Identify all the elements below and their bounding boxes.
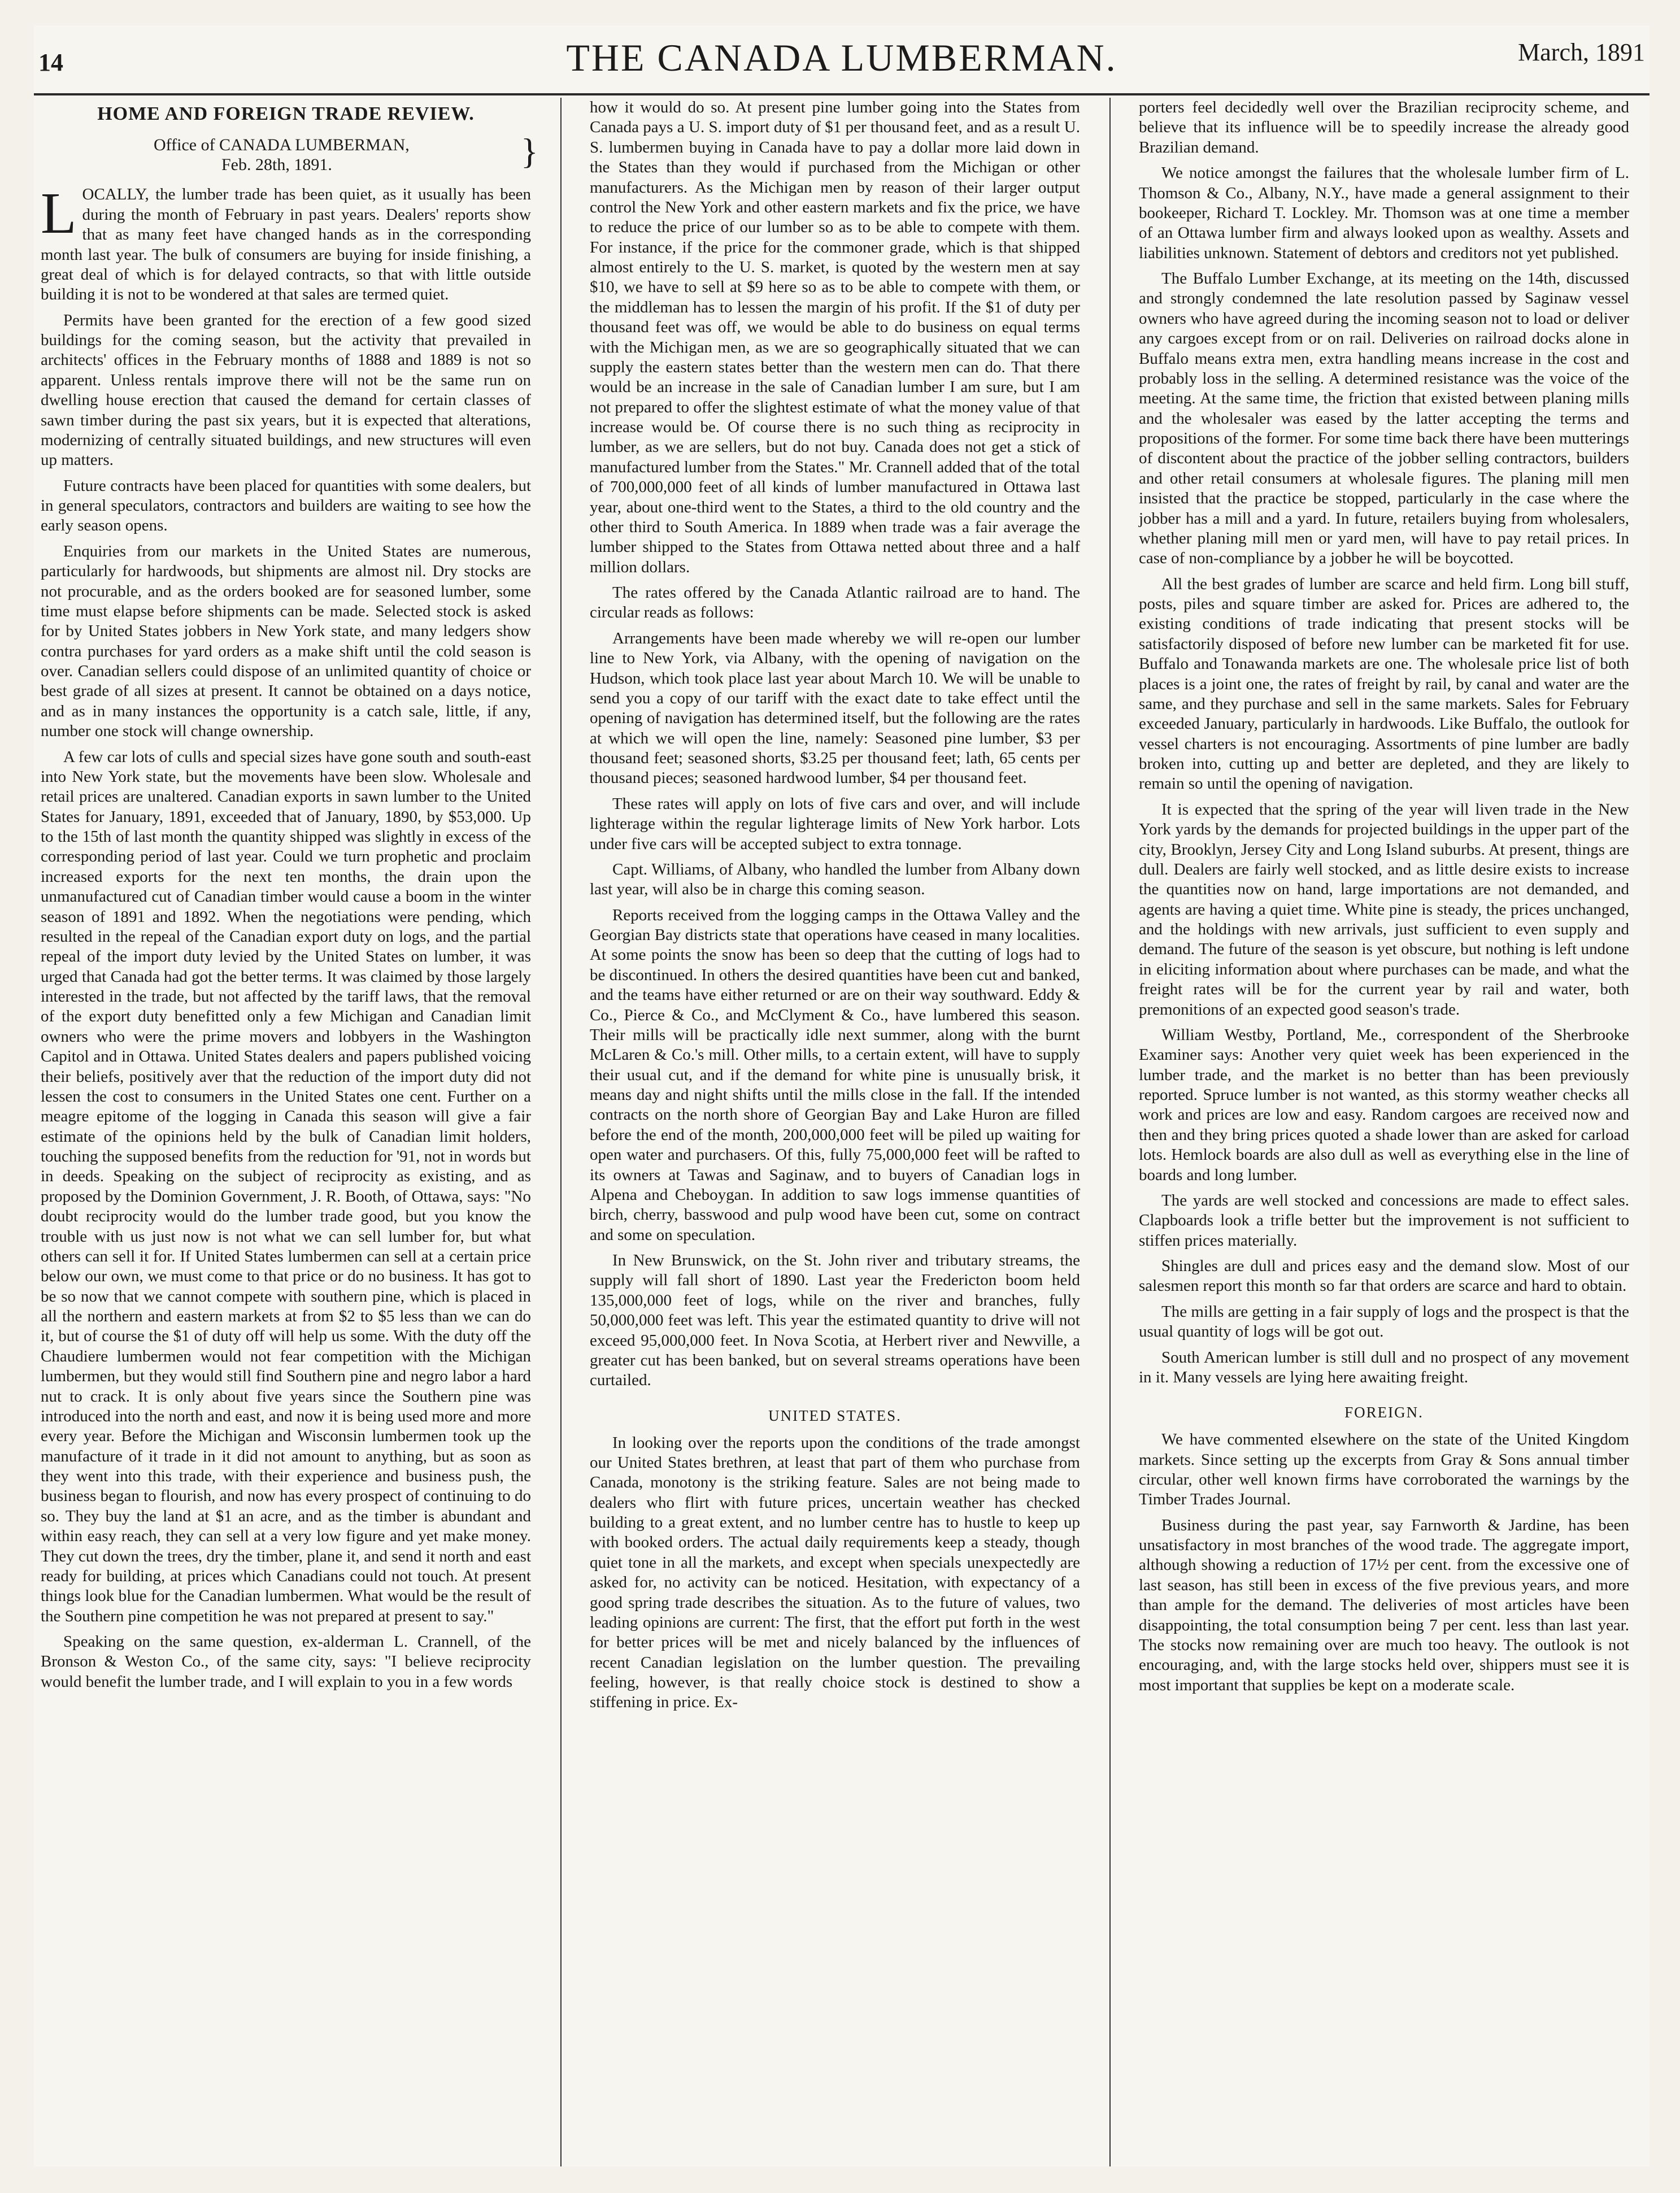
column-divider	[1109, 98, 1111, 2166]
column-2	[583, 98, 1087, 2166]
paragraph: The rates offered by the Canada Atlantic railroad are to hand. The circular reads as follows:	[590, 584, 1080, 622]
paragraph: South American lumber is still dull and no prospect of any movement in it. Many vessels are lying here awaiting freight.	[1139, 1348, 1629, 1386]
paragraph: how it would do so. At present pine lumber going into the States from Canada pays a U. S. import duty of $1 per thousand feet, and as a result U. S. lumbermen buying in Canada have to pay a dollar more laid down in the States than they would if purchased from the Michigan or other manufacturers. As the Michigan men by reason of their larger output control the New York and other eastern markets and fix the price, we have to reduce the price of our lumber so as to be able to compete with them. For instance, if the price for the commoner grade, which is that shipped almost entirely to the U. S. market, is quoted by the western men at say $10, we have to sell at $9 here so as to be able to compete with them, or the middleman has to lessen the margin of his profit. If the $1 of duty per thousand feet was off, we would be able to do business on equal terms with the Michigan men, as we are so geographically situated that we can supply the eastern states better than the western men can do. That there would be an increase in the sale of Canadian lumber I am sure, but I am not prepared to offer the slightest estimate of what the money value of that increase would be. Of course there is no such thing as reciprocity in lumber, as we are sellers, but do not buy. Canada does not get a stick of manufactured lumber from the States." Mr. Crannell added that of the total of 700,000,000 feet of all kinds of lumber manufactured in Ottawa last year, about one-third went to the States, a third to the old country and the other third to South America. In 1889 when trade was a fair average the lumber shipped to the States from Ottawa netted about three and a half million dollars.	[590, 98, 1080, 576]
paragraph: We notice amongst the failures that the wholesale lumber firm of L. Thomson & Co., Albany, N.Y., have made a general assignment to their bookeeper, Richard T. Lockley. Mr. Thomson was at one time a member of an Ottawa lumber firm and always looked upon as wealthy. Assets and liabilities unknown. Statement of debtors and creditors not yet published.	[1139, 164, 1629, 262]
page-header	[34, 25, 1649, 95]
paragraph: A few car lots of culls and special sizes have gone south and south-east into New York state, but the movements have been slow. Wholesale and retail prices are unaltered. Canadian exports in sawn lumber to the United States for January, 1891, exceeded that of January, 1890, by $53,000. Up to the 15th of last month the quantity shipped was slightly in excess of the corresponding period of last year. Could we turn prophetic and proclaim increased exports for the next ten months, the drain upon the unmanufactured cut of Canadian timber would cause a boom in the winter season of 1891 and 1892. When the negotiations were pending, which resulted in the repeal of the Canadian export duty on logs, and the partial repeal of the import duty levied by the United States on lumber, it was urged that Canada had got the better terms. It was claimed by those largely interested in the trade, but not affected by the tariff laws, that the removal of the export duty benefitted only a few Michigan and Canadian limit owners who were the prime movers and lobbyers in the Washington Capitol and in Ottawa. United States dealers and papers published voicing their beliefs, positively aver that the reduction of the import duty did not lessen the cost to consumers in the United States one cent. Further on a meagre epitome of the logging in Canada this season will give a fair estimate of the opinions held by the bulk of Canadian limit holders, touching the supposed benefits from the reduction for '91, not in words but in deeds. Speaking on the subject of reciprocity as existing, and as proposed by the Dominion Government, J. R. Booth, of Ottawa, says: "No doubt reciprocity would do the lumber trade good, but you know the trouble with us just now is not what we can sell lumber for, but what others can sell it for. If United States lumbermen can sell at a certain price below our own, we must come to that price or do no business. It has got to be so now that we cannot compete with southern pine, which is placed in all the northern and eastern markets at from $2 to $5 less than we can do it, but of course the $1 of duty off will help us some. With the duty off the Chaudiere lumbermen would not fear competition with the Michigan lumbermen, but they would still find Southern pine and negro labor a hard nut to crack. It is only about five years since the Southern pine was introduced into the north and east, and now it is being used more and more every year. Before the Michigan and Wisconsin lumbermen took up the manufacture of it trade in it did not amount to anything, but as soon as they went into this trade, with their experience and business push, the business began to flourish, and now has every prospect of continuing to do so. They buy the land at $1 an acre, and as the timber is abundant and within easy reach, they can sell at a very low figure and yet make money. They cut down the trees, dry the timber, plane it, and send it north and east ready for building, at prices which Canadians could not touch. At present things look blue for the Canadian lumbermen. What would be the result of the Southern pine competition he was not prepared at present to say."	[41, 747, 531, 1625]
paragraph: The Buffalo Lumber Exchange, at its meeting on the 14th, discussed and strongly condemned the late resolution passed by Saginaw vessel owners who have agreed during the incoming season not to load or deliver any cargoes except from or on rail. Deliveries on railroad docks alone in Buffalo means extra men, extra handling means increase in the cost and probably loss in the selling. A determined resistance was the voice of the meeting. At the same time, the friction that existed between planing mills and the wholesaler was eased by the latter accepting the terms and propositions of the former. For some time back there have been mutterings of discontent about the practice of the jobber selling contractors, builders and other retail consumers at wholesale figures. The planing mill men insisted that the practice be stopped, particularly in the case where the jobber has a mill and a yard. In future, retailers buying from wholesalers, whether planing mill men or yard men, will have to pay retail prices. In case of non-compliance by a jobber he will be boycotted.	[1139, 269, 1629, 568]
article-columns	[34, 98, 1649, 2166]
dateline	[154, 131, 538, 175]
masthead-title: THE CANADA LUMBERMAN.	[566, 36, 1117, 79]
article-title: HOME AND FOREIGN TRADE REVIEW.	[97, 103, 475, 124]
dateline-date: Feb. 28th, 1891.	[221, 155, 332, 174]
paragraph: It is expected that the spring of the year will liven trade in the New York yards by the demands for projected buildings in the upper part of the city, Brooklyn, Jersey City and Long Island suburbs. At present, things are dull. Dealers are fairly well stocked, and as little desire exists to increase the quantities now on hand, large importations are not demanded, and agents are having a quiet time. White pine is steady, the prices unchanged, and the holdings with new arrivals, just sufficient to even supply and demand. The future of the season is yet obscure, but nothing is left undone in eliciting information about where purchases can be made, and what the freight rates will be for the current year by rail and water, both premonitions of an expected good season's trade.	[1139, 800, 1629, 1019]
paragraph: William Westby, Portland, Me., correspondent of the Sherbrooke Examiner says: Another very quiet week has been experienced in the lumber trade, and the market is no better than has been previously reported. Spruce lumber is not wanted, as this stormy weather checks all work and prices are low and easy. Random cargoes are received now and then and they bring prices quoted a shade lower than are asked for carload lots. Hemlock boards are also dull as well as everything else in the line of boards and long lumber.	[1139, 1025, 1629, 1184]
column-divider	[560, 98, 562, 2166]
paragraph: The mills are getting in a fair supply of logs and the prospect is that the usual quantity of logs will be got out.	[1139, 1302, 1629, 1341]
issue-date: March, 1891	[1518, 38, 1645, 66]
paragraph: These rates will apply on lots of five cars and over, and will include lighterage within the regular lighterage limits of New York harbor. Lots under five cars will be accepted subject to extra tonnage.	[590, 794, 1080, 853]
paragraph: In looking over the reports upon the conditions of the trade amongst our United States brethren, at least that part of them who purchase from Canada, monotony is the striking feature. Sales are not being made to dealers who flirt with future prices, uncertain weather has checked building to a great extent, and no lumber centre has to hustle to keep up with booked orders. The actual daily requirements keep a steady, though quiet tone in all the markets, and except when specials unexpectedly are asked for, no activity can be noticed. Hesitation, with expectancy of a good spring trade describes the situation. As to the future of values, two leading opinions are current: The first, that the effort put forth in the west for better prices will be met and nicely balanced by the influences of recent Canadian legislation on the lumber question. The prevailing feeling, however, is that really choice stock is destined to show a stiffening in price. Ex-	[590, 1433, 1080, 1712]
section-heading-united-states: UNITED STATES.	[768, 1407, 902, 1424]
page-number: 14	[38, 49, 63, 76]
paragraph: In New Brunswick, on the St. John river and tributary streams, the supply will fall short of 1890. Last year the Fredericton boom held 135,000,000 feet of logs, while on the river and branches, fully 50,000,000 feet was left. This year the estimated quantity to drive will not exceed 95,000,000 feet. In Nova Scotia, at Herbert river and Newville, a greater cut has been banked, but on several streams operations have been curtailed.	[590, 1251, 1080, 1390]
drop-cap: L	[41, 181, 77, 246]
paragraph: Enquiries from our markets in the United States are numerous, particularly for hardwoods, but shipments are almost nil. Dry stocks are not procurable, and as the orders booked are for seasoned lumber, some time must elapse before shipments can be made. Selected stock is asked for by United States jobbers in New York state, and many ledgers show contra purchases for yard orders as a make shift until the cold season is over. Canadian sellers could dispose of an unlimited quantity of choice or best grade of all sizes at present. It cannot be obtained on a days notice, and as in many instances the opportunity is a catch sale, little, if any, number one stock will change ownership.	[41, 542, 531, 741]
paragraph: We have commented elsewhere on the state of the United Kingdom markets. Since setting up the excerpts from Gray & Sons annual timber circular, other well known firms have corroborated the warnings by the Timber Trades Journal.	[1139, 1430, 1629, 1509]
paragraph: Speaking on the same question, ex-alderman L. Crannell, of the Bronson & Weston Co., of the same city, says: "I believe reciprocity would benefit the lumber trade, and I will explain to you in a few words	[41, 1633, 531, 1691]
paragraph: porters feel decidedly well over the Brazilian reciprocity scheme, and believe that its influence will be to speedily increase the already good Brazilian demand.	[1139, 98, 1629, 156]
paragraph: Business during the past year, say Farnworth & Jardine, has been unsatisfactory in most branches of the wood trade. The aggregate import, although showing a reduction of 17½ per cent. from the excessive one of last season, has still been in excess of the five previous years, and more than ample for the demand. The deliveries of most articles have been disappointing, the total consumption being 7 per cent. less than last year. The stocks now remaining over are much too heavy. The outlook is not encouraging, and, with the large stocks held over, shippers must see it is most important that supplies be kept on a moderate scale.	[1139, 1516, 1629, 1694]
paragraph	[41, 181, 531, 304]
paragraph-text: OCALLY, the lumber trade has been quiet, as it usually has been during the month of February in past years. Dealers' reports show that as many feet have changed hands as in the corresponding month last year. The bulk of consumers are buying for inside finishing, a great deal of which is for delayed contracts, so that with little outside building it is not to be wondered at that sales are termed quiet.	[41, 185, 531, 304]
column-1	[34, 98, 538, 2166]
paragraph: Permits have been granted for the erection of a few good sized buildings for the coming season, but the activity that prevailed in architects' offices in the February months of 1888 and 1889 is not so apparent. Unless rentals improve there will not be the same run on dwelling house erection that caused the demand for certain classes of sawn timber during the past six years, but it is expected that alterations, modernizing of centrally situated buildings, and new structures will even up matters.	[41, 311, 531, 469]
paragraph: Reports received from the logging camps in the Ottawa Valley and the Georgian Bay districts state that operations have ceased in many localities. At some points the snow has been so deep that the cutting of logs had to be discontinued. In others the desired quantities have been cut and banked, and the teams have either returned or are on their way southward. Eddy & Co., Pierce & Co., and McClyment & Co., have lumbered this season. Their mills will be practically idle next summer, along with the burnt McLaren & Co.'s mill. Other mills, to a certain extent, will have to supply their usual cut, and if the demand for white pine is unusually brisk, it means day and night shifts until the mills close in the fall. If the intended contracts on the north shore of Georgian Bay and Lake Huron are filled before the end of the month, 200,000,000 feet will be piled up waiting for open water and purchasers. Of this, fully 75,000,000 feet will be rafted to its owners at Tawas and Saginaw, and to buyers of Canadian logs in Alpena and Cheboygan. In addition to saw logs immense quantities of birch, cherry, basswood and pulp wood have been cut, some on contract and some on speculation.	[590, 906, 1080, 1244]
paragraph: All the best grades of lumber are scarce and held firm. Long bill stuff, posts, piles and square timber are asked for. Prices are adhered to, the existing conditions of trade indicating that present stocks will be satisfactorily disposed of before new lumber can be marketed fit for use. Buffalo and Tonawanda markets are one. The wholesale price list of both places is a joint one, the rates of freight by rail, by canal and water are the same, and they purchase and sell in the same markets. Sales for February exceeded January, particularly in hardwoods. Like Buffalo, the outlook for vessel charters is not encouraging. Assortments of pine lumber are badly broken into, cutting up and better are depleted, and they are likely to remain so until the opening of navigation.	[1139, 575, 1629, 793]
dateline-office: Office of CANADA LUMBERMAN,	[154, 136, 410, 155]
paragraph: The yards are well stocked and concessions are made to effect sales. Clapboards look a trifle better but the improvement is not sufficient to stiffen prices materially.	[1139, 1191, 1629, 1250]
paragraph: Capt. Williams, of Albany, who handled the lumber from Albany down last year, will also be in charge this coming season.	[590, 860, 1080, 899]
newspaper-page	[34, 25, 1649, 2166]
section-heading-foreign: FOREIGN.	[1344, 1404, 1424, 1421]
brace-glyph: }	[521, 131, 538, 172]
paragraph: Shingles are dull and prices easy and the demand slow. Most of our salesmen report this month so far that orders are scarce and hard to obtain.	[1139, 1257, 1629, 1295]
column-3	[1132, 98, 1636, 2166]
paragraph: Future contracts have been placed for quantities with some dealers, but in general speculators, contractors and builders are waiting to see how the early season opens.	[41, 476, 531, 535]
paragraph: Arrangements have been made whereby we will re-open our lumber line to New York, via Albany, with the opening of navigation on the Hudson, which took place last year about March 10. We will be unable to send you a copy of our tariff with the exact date to take effect until the opening of navigation has determined itself, but the following are the rates at which we will open the line, namely: Seasoned pine lumber, $3 per thousand feet; seasoned shorts, $3.25 per thousand feet; lath, 65 cents per thousand pieces; seasoned hardwood lumber, $4 per thousand feet.	[590, 629, 1080, 787]
